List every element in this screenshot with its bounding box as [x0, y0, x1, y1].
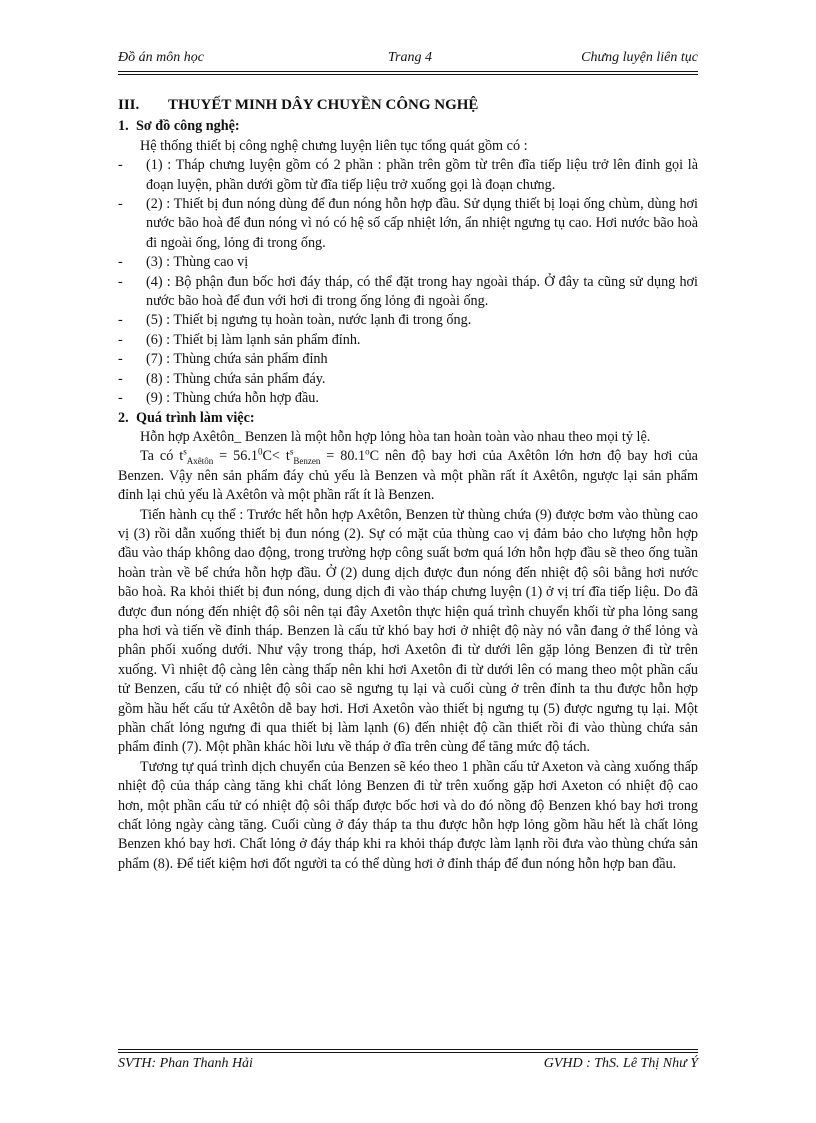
page-content	[118, 96, 698, 874]
subsection-number-1: 1.	[118, 118, 129, 135]
footer-advisor: GVHD : ThS. Lê Thị Như Ý	[543, 1056, 698, 1071]
footer-student: SVTH: Phan Thanh Hải	[118, 1056, 253, 1071]
section-number: III.	[118, 97, 140, 113]
paragraph-boiling-points: Ta có $t^s_{Axêtôn} = 56.1^0C< t^s_{Benzen} = 80.1^oC$ nên độ bay hơi của Axêtôn lớn hơn độ bay hơi của Benzen. Vậy nên sản phẩm đáy chủ yếu là Benzen và một phần rất ít Axêtôn, ngược lại sản phẩm đỉnh lại chủ yếu là Axêtôn và một phần rất ít là Benzen.	[118, 446, 698, 504]
equipment-list	[118, 156, 698, 408]
header-topic: Chưng luyện liên tục	[581, 50, 698, 65]
list-item: - (5) : Thiết bị ngưng tụ hoàn toàn, nước lạnh đi trong ống.	[118, 311, 698, 330]
header-page-number: Trang 4	[388, 50, 432, 65]
paragraph-mixture: Hỗn hợp Axêtôn_ Benzen là một hỗn hợp lỏng hòa tan hoàn toàn vào nhau theo mọi tỷ lệ.	[140, 428, 651, 445]
list-item: - (1) : Tháp chưng luyện gồm có 2 phần : phần trên gồm từ trên đĩa tiếp liệu trở lên đỉnh gọi là đoạn luyện, phần dưới gồm từ đĩa tiếp liệu trở xuống gọi là đoạn chưng.	[118, 156, 698, 195]
page-header	[118, 50, 698, 70]
header-rule	[118, 71, 698, 75]
page-footer	[118, 1056, 698, 1076]
list-item: - (4) : Bộ phận đun bốc hơi đáy tháp, có thể đặt trong hay ngoài tháp. Ở đây ta cũng sử dụng hơi nước bão hoà để đun với hơi đi trong ống lỏng đi ngoài ống.	[118, 273, 698, 312]
paragraph-benzene: Tương tự quá trình dịch chuyển của Benzen sẽ kéo theo 1 phần cấu tử Axeton và càng xuống thấp nhiệt độ của tháp càng tăng khi chất lỏng Benzen đi từ trên xuống gặp hơi Axeton có nhiệt độ cao hơn, một phần cấu tử có nhiệt độ sôi thấp được bốc hơi và do đó nồng độ Benzen khó bay hơi trong chất lỏng ngày càng tăng. Cuối cùng ở đáy tháp ta thu được hỗn hợp lỏng gồm hầu hết là chất lỏng Benzen khó bay hơi. Chất lỏng ở đáy tháp khi ra khỏi tháp được làm lạnh rồi đưa vào thùng chứa sản phẩm (8). Để tiết kiệm hơi đốt người ta có thể dùng hơi ở đỉnh tháp để đun nóng hỗn hợp ban đầu.	[118, 758, 698, 872]
list-item: - (3) : Thùng cao vị	[118, 253, 698, 272]
intro-text: Hệ thống thiết bị công nghệ chưng luyện liên tục tổng quát gồm có :	[140, 137, 528, 154]
list-item: - (6) : Thiết bị làm lạnh sản phẩm đỉnh.	[118, 331, 698, 350]
section-heading	[118, 96, 698, 115]
footer-rule	[118, 1049, 698, 1053]
list-item: - (8) : Thùng chứa sản phẩm đáy.	[118, 370, 698, 389]
subsection-heading-1	[118, 117, 698, 136]
subsection-title-2: Quá trình làm việc:	[136, 409, 255, 426]
list-item: - (7) : Thùng chứa sản phẩm đỉnh	[118, 350, 698, 369]
header-course: Đồ án môn học	[118, 50, 204, 65]
subsection-number-2: 2.	[118, 409, 129, 426]
subsection-heading-2	[118, 409, 698, 428]
list-item: - (9) : Thùng chứa hỗn hợp đầu.	[118, 389, 698, 408]
list-item: - (2) : Thiết bị đun nóng dùng để đun nóng hỗn hợp đầu. Sử dụng thiết bị loại ống chùm, dùng hơi nước bão hoà để đun nóng vì nó có hệ số cấp nhiệt lớn, ẩn nhiệt ngưng tụ cao. Hơi nước bão hoà đi ngoài ống, lỏng đi trong ống.	[118, 195, 698, 253]
paragraph-procedure: Tiến hành cụ thể : Trước hết hỗn hợp Axêtôn, Benzen từ thùng chứa (9) được bơm vào thùng cao vị (3) rồi dẫn xuống thiết bị đun nóng (2). Sự có mặt của thùng cao vị đảm bảo cho lượng hỗn hợp đầu vào tháp không dao động, trong trường hợp công suất bơm quá lớn hỗn hợp đầu sẽ theo ống tuần hoàn tràn về bể chứa hỗn hợp đầu. Ở (2) dung dịch được đun nóng đến nhiệt độ sôi bằng hơi nước bão hoà. Ra khỏi thiết bị đun nóng, dung dịch đi vào tháp chưng luyện (1) ở vị trí đĩa tiếp liệu. Do đã được đun nóng đến nhiệt độ sôi nên tại đây Axetôn thực hiện quá trình chuyển khối từ pha lỏng sang pha hơi và tiến về đỉnh tháp. Benzen là cấu tử khó bay hơi ở nhiệt độ này nó vẫn đang ở thể lỏng và phân phối xuống dưới. Như vậy trong tháp, hơi Axetôn đi từ dưới lên gặp lỏng Benzen đi từ trên xuống. Vì nhiệt độ càng lên càng thấp nên khi hơi Axetôn đi từ dưới lên có mang theo một phần cấu tử Benzen, cấu tử có nhiệt độ sôi cao sẽ ngưng tụ lại và cuối cùng ở trên đỉnh ta thu được hỗn hợp gồm hầu hết cấu tử Axêtôn dễ bay hơi. Hơi Axetôn vào thiết bị ngưng tụ (5) được ngưng tụ lại. Một phần chất lỏng ngưng đi qua thiết bị làm lạnh (6) đến nhiệt độ cần thiết rồi đi vào thùng chứa sản phẩm đỉnh (7). Một phần khác hồi lưu về tháp ở đĩa trên cùng để tăng mức độ tách.	[118, 506, 698, 756]
section-title: THUYẾT MINH DÂY CHUYỀN CÔNG NGHỆ	[168, 97, 479, 113]
subsection-title-1: Sơ đồ công nghệ:	[136, 118, 240, 135]
